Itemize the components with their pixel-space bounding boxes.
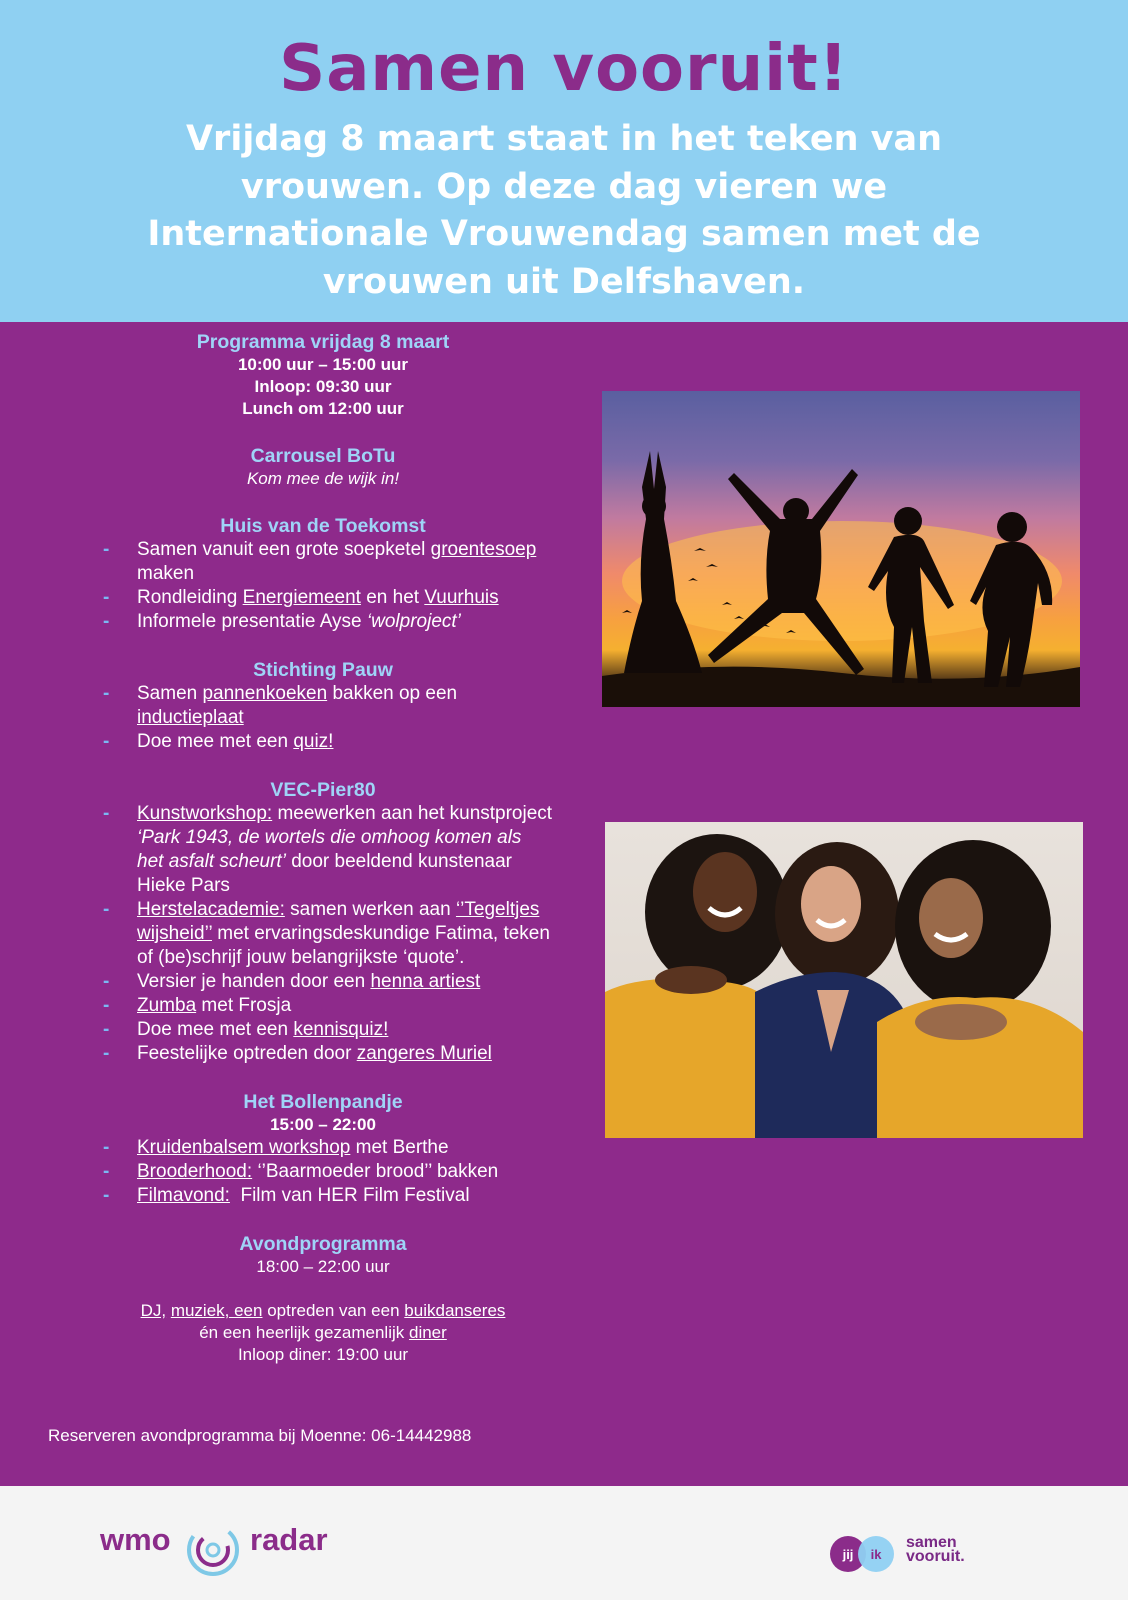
bollen-section (93, 1090, 553, 1208)
program-panel (0, 322, 1128, 1486)
jij-text: jij (842, 1547, 854, 1562)
link-filmavond[interactable]: Filmavond: (137, 1185, 230, 1206)
avond-section (93, 1232, 553, 1366)
link-diner[interactable]: diner (408, 1323, 447, 1342)
page-title: Samen vooruit! (279, 32, 849, 106)
link-herstelacademie[interactable]: Herstelacademie: (137, 899, 285, 920)
vec-section (93, 778, 553, 1066)
link-henna[interactable]: henna artiest (370, 971, 481, 992)
list-item: - Filmavond: Film van HER Film Festival (93, 1184, 553, 1208)
ik-text: ik (870, 1547, 882, 1562)
sv-line-2: vooruit. (906, 1548, 965, 1565)
reservation-note: Reserveren avondprogramma bij Moenne: 06-14442988 (48, 1426, 472, 1445)
carrousel-tagline: Kom mee de wijk in! (246, 469, 400, 488)
silhouettes-illustration (602, 391, 1080, 707)
list-item: - Samen pannenkoeken bakken op een inductieplaat (93, 682, 553, 730)
link-quiz[interactable]: quiz! (293, 731, 334, 752)
link-zangeres[interactable]: zangeres Muriel (356, 1043, 492, 1064)
huis-list (93, 538, 553, 634)
bollen-list (93, 1136, 553, 1208)
pauw-list (93, 682, 553, 754)
wmo-text: wmo (100, 1522, 171, 1557)
link-muziek[interactable]: muziek, een (170, 1301, 263, 1320)
vec-heading: VEC-Pier80 (270, 779, 376, 801)
avond-heading: Avondprogramma (239, 1233, 407, 1255)
link-kennisquiz[interactable]: kennisquiz! (293, 1019, 389, 1040)
header-banner (0, 0, 1128, 322)
wmo-radar-logo (100, 1522, 328, 1558)
link-kruidenbalsem[interactable]: Kruidenbalsem workshop (137, 1137, 351, 1158)
program-inloop: Inloop: 09:30 uur (254, 377, 392, 396)
link-groentesoep[interactable]: groentesoep (430, 539, 537, 560)
avond-line-3: Inloop diner: 19:00 uur (237, 1345, 409, 1364)
program-heading: Programma vrijdag 8 maart (196, 331, 450, 353)
link-dj[interactable]: DJ, (140, 1301, 167, 1320)
women-photo (605, 822, 1083, 1138)
sv-line-1: samen (906, 1534, 957, 1551)
samen-vooruit-text (906, 1536, 965, 1564)
list-item: - Herstelacademie: samen werken aan ‘’Tegeltjes wijsheid’’ met ervaringsdeskundige Fatima, teken of (be)schrijf jouw belangrijkste ‘quote’. (93, 898, 553, 970)
avond-line-2: én een heerlijk gezamenlijk diner (199, 1323, 447, 1342)
avond-time: 18:00 – 22:00 uur (256, 1257, 390, 1276)
huis-heading: Huis van de Toekomst (220, 515, 426, 537)
silhouettes-photo (602, 391, 1080, 707)
pauw-heading: Stichting Pauw (253, 659, 393, 681)
list-item: - Doe mee met een kennisquiz! (93, 1018, 553, 1042)
list-item: - Rondleiding Energiemeent en het Vuurhuis (93, 586, 553, 610)
pauw-section (93, 658, 553, 754)
link-tegeltjes[interactable]: ‘’Tegeltjes wijsheid’’ (137, 899, 540, 944)
link-zumba[interactable]: Zumba (137, 995, 197, 1016)
list-item: - Kruidenbalsem workshop met Berthe (93, 1136, 553, 1160)
link-pannenkoeken[interactable]: pannenkoeken (202, 683, 328, 704)
link-brooderhood[interactable]: Brooderhood: (137, 1161, 253, 1182)
samen-vooruit-logo (830, 1534, 965, 1579)
link-kunstworkshop[interactable]: Kunstworkshop: (137, 803, 273, 824)
bollen-heading: Het Bollenpandje (243, 1091, 403, 1113)
program-section (93, 330, 553, 420)
link-inductieplaat[interactable]: inductieplaat (137, 707, 244, 728)
list-item: - Feestelijke optreden door zangeres Muriel (93, 1042, 553, 1066)
list-item: - Zumba met Frosja (93, 994, 553, 1018)
radar-ring-icon (183, 1520, 243, 1580)
list-item: - Kunstworkshop: meewerken aan het kunstproject ‘Park 1943, de wortels die omhoog komen als het asfalt scheurt’ door beeldend kunstenaar Hieke Pars (93, 802, 553, 898)
avond-line-1: DJ, muziek, een optreden van een buikdanseres (140, 1301, 506, 1320)
carrousel-heading: Carrousel BoTu (250, 445, 396, 467)
carrousel-section (93, 444, 553, 490)
page-subtitle: Vrijdag 8 maart staat in het teken van vrouwen. Op deze dag vieren we Internationale Vrouwendag samen met de vrouwen uit Delfshaven. (147, 119, 981, 302)
radar-text: radar (250, 1522, 328, 1557)
list-item: - Informele presentatie Ayse ‘wolproject’ (93, 610, 553, 634)
link-energiemeent[interactable]: Energiemeent (242, 587, 361, 608)
huis-section (93, 514, 553, 634)
program-lunch: Lunch om 12:00 uur (242, 399, 404, 418)
program-time: 10:00 uur – 15:00 uur (237, 355, 409, 374)
jij-ik-badge-icon (830, 1534, 904, 1574)
vec-list (93, 802, 553, 1066)
list-item: - Brooderhood: ‘’Baarmoeder brood’’ bakken (93, 1160, 553, 1184)
list-item: - Doe mee met een quiz! (93, 730, 553, 754)
list-item: - Versier je handen door een henna artiest (93, 970, 553, 994)
link-vuurhuis[interactable]: Vuurhuis (424, 587, 499, 608)
program-column (93, 330, 553, 1366)
women-illustration (605, 822, 1083, 1138)
link-buikdanseres[interactable]: buikdanseres (404, 1301, 506, 1320)
list-item: - Samen vanuit een grote soepketel groentesoep maken (93, 538, 553, 586)
footer (0, 1486, 1128, 1600)
bollen-time: 15:00 – 22:00 (270, 1115, 376, 1134)
